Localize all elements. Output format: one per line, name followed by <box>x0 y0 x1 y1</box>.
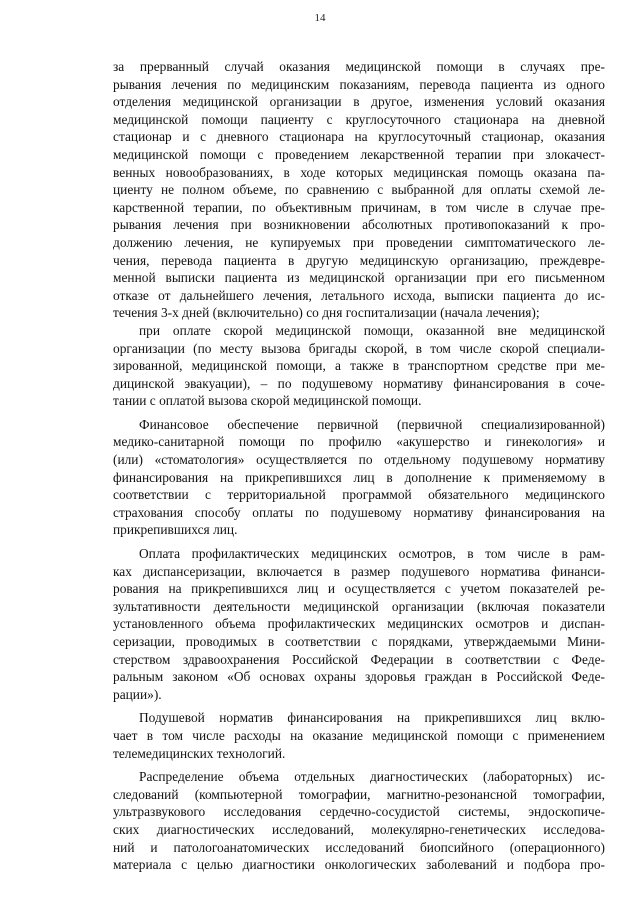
paragraph-primary-care-funding <box>113 416 605 539</box>
text-line: медицинской помощи пациенту с круглосуточного стационара на дневной <box>113 111 605 127</box>
document-body <box>113 58 605 874</box>
text-line: зультативности деятельности медицинской организации (включая показатели <box>113 598 605 614</box>
text-line: венных новообразованиях, в ходе которых медицинская помощь оказана па- <box>113 164 605 180</box>
text-line: прикрепившихся лиц. <box>113 522 238 538</box>
text-line: циенту не полном объеме, по сравнению с выбранной для оплаты схемой ле- <box>113 182 605 198</box>
text-line: Подушевой норматив финансирования на прикрепившихся лиц вклю- <box>139 710 605 726</box>
paragraph-ambulance-payment <box>113 322 605 410</box>
text-line: (или) «стоматология» осуществляется по отдельному подушевому нормативу <box>113 452 605 468</box>
text-line: рывания лечения при возникновении абсолютных противопоказаний к про- <box>113 217 605 233</box>
text-line: должению лечения, не купируемых при проведении симптоматического ле- <box>113 234 605 250</box>
text-line: материала с целью диагностики онкологических заболеваний и подбора про- <box>113 857 605 873</box>
text-line: рования на прикрепившихся лиц и осуществляется с учетом показателей ре- <box>113 581 605 597</box>
text-line: ских диагностических исследований, молекулярно-генетических исследова- <box>113 821 605 837</box>
text-line: серизации, проводимых в соответствии с порядками, утверждаемыми Мини- <box>113 634 605 649</box>
text-line: чает в том числе расходы на оказание медицинской помощи с применением <box>113 727 605 743</box>
text-line: медико-санитарной помощи по профилю «акушерство и гинекология» и <box>113 434 605 450</box>
text-line: стационар и с дневного стационара на круглосуточный стационар, оказания <box>113 129 605 145</box>
text-line: при оплате скорой медицинской помощи, оказанной вне медицинской <box>139 322 605 338</box>
text-line: установленного объема профилактических медицинских осмотров и диспан- <box>113 616 605 632</box>
text-line: отделения медицинской организации в другое, изменения условий оказания <box>113 94 605 110</box>
text-line: медицинской помощи с проведением лекарственной терапии при злокачест- <box>113 146 605 162</box>
paragraph-continuation <box>113 58 605 322</box>
paragraph-diagnostic-volume <box>113 768 605 874</box>
text-line: страхования способу оплаты по подушевому нормативу финансирования на <box>113 504 605 520</box>
text-line: Оплата профилактических медицинских осмотров, в том числе в рам- <box>139 546 605 562</box>
paragraph-telemedicine <box>113 709 605 762</box>
text-line: течения 3-х дней (включительно) со дня госпитализации (начала лечения); <box>113 305 540 321</box>
text-line: зированной, медицинской помощи, а также в транспортном средстве при ме- <box>113 358 605 374</box>
text-line: ках диспансеризации, включается в размер подушевого норматива финанси- <box>113 563 605 579</box>
page-number: 14 <box>314 12 326 24</box>
text-line: чения, перевода пациента в другую медицинскую организацию, преждевре- <box>113 252 605 268</box>
text-line: следований (компьютерной томографии, магнитно-резонансной томографии, <box>113 786 605 802</box>
text-line: Финансовое обеспечение первичной (первичной специализированной) <box>139 416 605 432</box>
text-line: ральным законом «Об основах охраны здоровья граждан в Российской Феде- <box>113 669 605 685</box>
text-line: Распределение объема отдельных диагностических (лабораторных) ис- <box>139 769 605 785</box>
text-line: стерством здравоохранения Российской Федерации в соответствии с Феде- <box>113 651 605 667</box>
text-line: финансирования на прикрепившихся лиц в дополнение к применяемому в <box>113 469 605 485</box>
text-line: организации (по месту вызова бригады скорой, в том числе скорой специали- <box>113 340 605 356</box>
text-line: дицинской эвакуации), – по подушевому нормативу финансирования в соче- <box>113 375 605 391</box>
text-line: рации»). <box>113 686 162 702</box>
text-line: менной выписки пациента из медицинской организации при его письменном <box>113 270 605 286</box>
text-line: ний и патологоанатомических исследований биопсийного (операционного) <box>113 839 605 855</box>
text-line: тании с оплатой вызова скорой медицинской помощи. <box>113 393 422 409</box>
text-line: за прерванный случай оказания медицинской помощи в случаях пре- <box>113 59 605 74</box>
text-line: телемедицинских технологий. <box>113 745 286 761</box>
text-line: рывания лечения по медицинским показаниям, перевода пациента из одного <box>113 76 605 92</box>
text-line: ультразвукового исследования сердечно-сосудистой системы, эндоскопиче- <box>113 804 605 820</box>
text-line: карственной терапии, по объективным причинам, в том числе в случае пре- <box>113 199 605 215</box>
paragraph-preventive-exams <box>113 545 605 703</box>
text-line: соответствии с территориальной программой обязательного медицинского <box>113 487 605 503</box>
text-line: отказе от дальнейшего лечения, летального исхода, выписки пациента до ис- <box>113 287 605 303</box>
